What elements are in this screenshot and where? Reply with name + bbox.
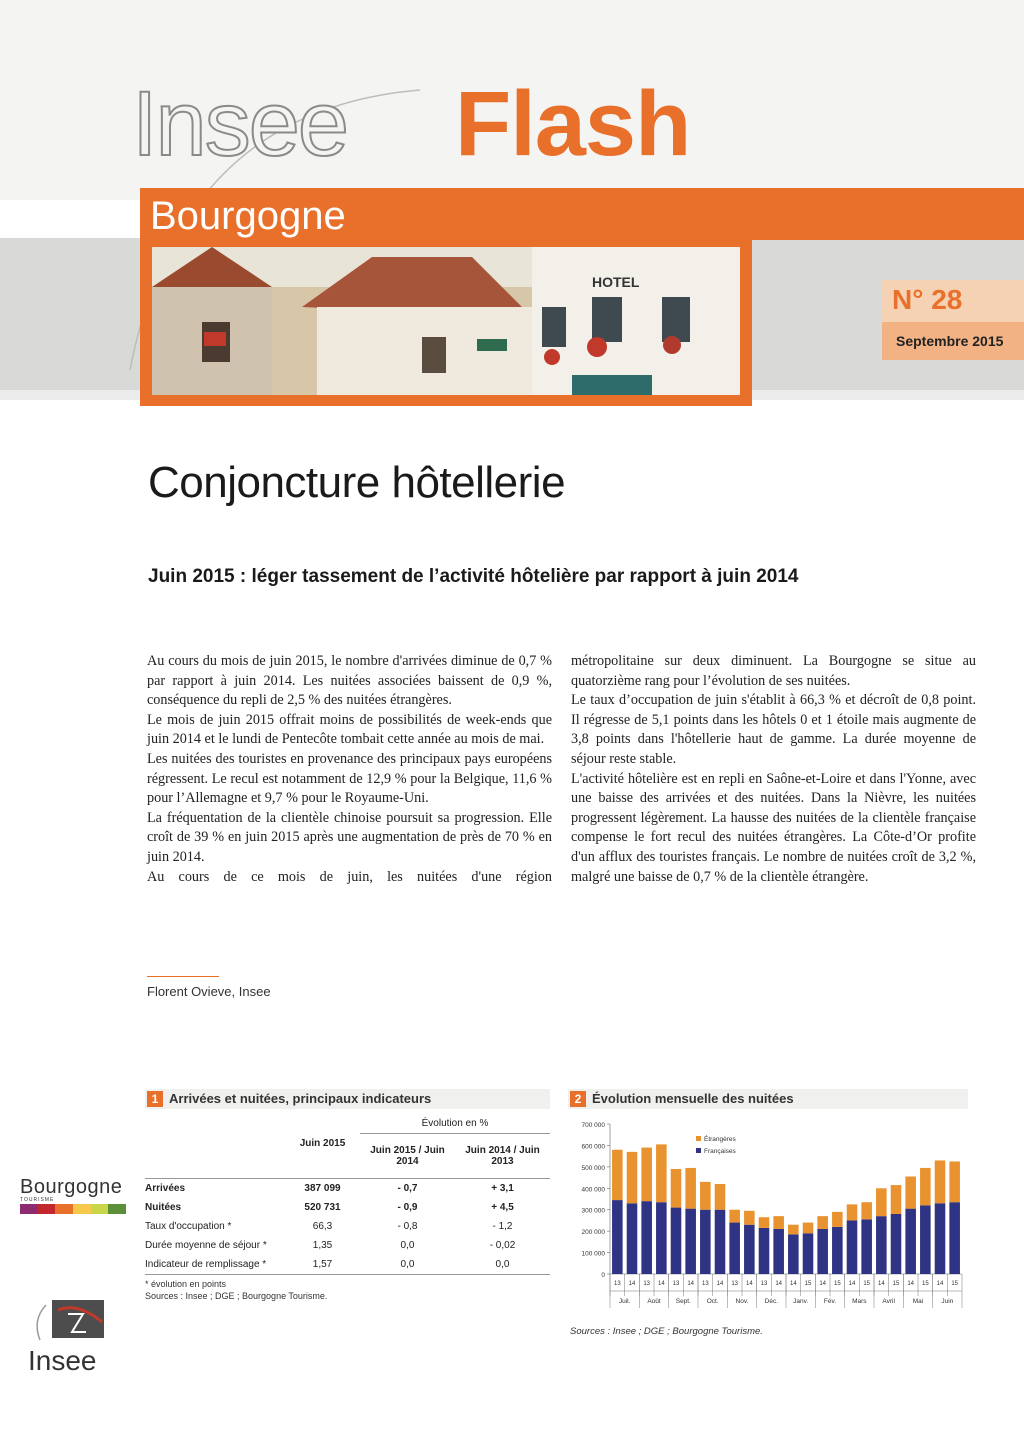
figure2-title: Évolution mensuelle des nuitées (592, 1091, 794, 1106)
row-label: Indicateur de remplissage * (145, 1255, 285, 1275)
paragraph: Les nuitées des touristes en provenance des principaux pays européens régressent. Le recul est notamment de 12,9 % pour la Belgique, 11,6 % pour l’Allemagne et 9,7 % pour le Royaume-Uni. (147, 750, 552, 807)
x-month-label: Avril (882, 1298, 895, 1305)
x-year-label: 14 (877, 1281, 885, 1287)
table-row (145, 1217, 550, 1236)
row-label: Nuitées (145, 1201, 182, 1213)
color-bar-segment (20, 1204, 38, 1214)
evolution-header: Évolution en % (360, 1114, 550, 1134)
x-month-label: Fév. (823, 1298, 837, 1305)
paragraph: métropolitaine sur deux diminuent. La Bourgogne se situe au quatorzième rang pour l’évolution de ses nuitées. (571, 653, 976, 689)
x-month-label: Oct. (706, 1298, 719, 1305)
cell: 0,0 (455, 1255, 550, 1275)
body-column-2 (571, 652, 976, 887)
legend-label: Étrangères (704, 1136, 736, 1143)
x-year-label: 13 (643, 1281, 651, 1287)
x-month-label: Juin (941, 1298, 954, 1305)
x-year-label: 13 (613, 1281, 621, 1287)
bar-etrangeres (876, 1188, 887, 1216)
bar-etrangeres (817, 1216, 828, 1229)
cell: - 0,02 (489, 1239, 516, 1251)
col-header: Juin 2015 / Juin 2014 (360, 1134, 455, 1179)
x-year-label: 14 (628, 1281, 636, 1287)
bar-francaises (641, 1201, 652, 1274)
paragraph: Au cours de ce mois de juin, les nuitées d'une région (147, 868, 552, 885)
x-year-label: 15 (863, 1281, 871, 1287)
bar-etrangeres (641, 1148, 652, 1202)
x-year-label: 14 (907, 1281, 915, 1287)
bar-francaises (876, 1216, 887, 1274)
color-bar (20, 1204, 126, 1214)
cell: - 0,7 (397, 1182, 418, 1194)
cell: - 1,2 (492, 1220, 513, 1232)
header-photo (152, 247, 740, 395)
y-tick-label: 100 000 (581, 1250, 605, 1258)
table-row (145, 1198, 550, 1217)
x-year-label: 15 (921, 1281, 929, 1287)
x-month-label: Sept. (675, 1298, 691, 1305)
x-year-label: 13 (701, 1281, 709, 1287)
paragraph: Le taux d’occupation de juin s'établit à 66,3 % et décroît de 0,8 point. Il régresse de 5,1 points dans les hôtels 0 et 1 étoile mais augmente de 3,8 points dans l'hôtellerie haut de gamme. La durée moyenne de séjour reste stable. (571, 692, 976, 767)
bar-etrangeres (671, 1169, 682, 1208)
figure2-number: 2 (570, 1091, 586, 1107)
table-row (145, 1236, 550, 1255)
bar-etrangeres (949, 1162, 960, 1203)
bar-francaises (935, 1203, 946, 1274)
x-year-label: 15 (892, 1281, 900, 1287)
table-row (145, 1255, 550, 1275)
legend-swatch (696, 1136, 701, 1141)
bar-etrangeres (612, 1150, 623, 1200)
bar-francaises (905, 1209, 916, 1274)
bar-etrangeres (700, 1182, 711, 1210)
x-year-label: 13 (672, 1281, 680, 1287)
bar-etrangeres (832, 1212, 843, 1227)
cell: 0,0 (360, 1255, 455, 1275)
legend-label: Françaises (704, 1148, 736, 1155)
row-label: Durée moyenne de séjour * (145, 1239, 267, 1251)
issue-date: Septembre 2015 (896, 333, 1004, 349)
issue-number: N° 28 (892, 284, 963, 315)
color-bar-segment (38, 1204, 56, 1214)
bar-francaises (891, 1214, 902, 1274)
paragraph: La fréquentation de la clientèle chinoise poursuit sa progression. Elle croît de 39 % en juin 2015 après une augmentation de près de 70 % en juin 2014. (147, 809, 552, 865)
cell: - 0,9 (397, 1201, 418, 1213)
row-label: Arrivées (145, 1182, 186, 1194)
bar-francaises (744, 1225, 755, 1274)
bar-francaises (627, 1203, 638, 1274)
y-tick-label: 300 000 (581, 1207, 605, 1215)
bar-etrangeres (803, 1223, 814, 1234)
bar-francaises (700, 1210, 711, 1274)
table-row (145, 1178, 550, 1198)
x-year-label: 15 (951, 1281, 959, 1287)
y-tick-label: 0 (601, 1272, 605, 1279)
bar-etrangeres (861, 1202, 872, 1219)
figure1-header (145, 1089, 550, 1109)
col-header: Juin 2014 / Juin 2013 (455, 1134, 550, 1179)
bar-etrangeres (759, 1217, 770, 1228)
y-tick-label: 500 000 (581, 1164, 605, 1172)
color-bar-segment (91, 1204, 109, 1214)
nuitees-chart (568, 1116, 968, 1316)
hotel-sign: HOTEL (592, 274, 640, 290)
region-name: Bourgogne (150, 194, 346, 238)
bar-francaises (832, 1227, 843, 1274)
x-year-label: 14 (848, 1281, 856, 1287)
x-year-label: 15 (833, 1281, 841, 1287)
bar-etrangeres (656, 1144, 667, 1202)
cell: + 4,5 (491, 1201, 514, 1213)
bar-etrangeres (905, 1177, 916, 1209)
x-year-label: 14 (687, 1281, 695, 1287)
y-tick-label: 200 000 (581, 1229, 605, 1237)
bar-etrangeres (788, 1225, 799, 1235)
x-year-label: 14 (789, 1281, 797, 1287)
bar-francaises (817, 1229, 828, 1274)
page-subtitle: Juin 2015 : léger tassement de l’activité hôtelière par rapport à juin 2014 (148, 566, 799, 587)
bar-francaises (729, 1223, 740, 1274)
cell: - 0,8 (397, 1220, 418, 1232)
chart-source: Sources : Insee ; DGE ; Bourgogne Tourisme. (570, 1326, 763, 1337)
logo-flash: Flash (455, 73, 691, 175)
color-bar-segment (55, 1204, 73, 1214)
bar-francaises (612, 1200, 623, 1274)
figure1-title: Arrivées et nuitées, principaux indicateurs (169, 1091, 432, 1106)
bar-etrangeres (920, 1168, 931, 1206)
paragraph: Le mois de juin 2015 offrait moins de possibilités de week-ends que juin 2014 et le lundi de Pentecôte tombait cette année au mois de mai. (147, 711, 552, 748)
x-month-label: Janv. (793, 1298, 809, 1305)
cell: 1,57 (285, 1255, 360, 1275)
bar-francaises (861, 1219, 872, 1274)
x-year-label: 14 (775, 1281, 783, 1287)
y-tick-label: 700 000 (581, 1122, 605, 1129)
bar-francaises (949, 1202, 960, 1274)
insee-logo-icon (28, 1300, 108, 1375)
x-year-label: 14 (657, 1281, 665, 1287)
x-month-label: Juil. (618, 1298, 631, 1305)
logo-insee: Insee (132, 73, 348, 175)
paragraph: L'activité hôtelière est en repli en Saône-et-Loire et dans l'Yonne, avec une baisse des arrivées et des nuitées. Dans la Nièvre, les nuitées progressent légèrement. La hausse des nuitées de la clientèle française compense le fort recul des nuitées étrangères. La Côte-d’Or profite d'un afflux des touristes français. Le nombre de nuitées croît de 3,2 %, malgré une baisse de 0,7 % de la clientèle étrangère. (571, 770, 976, 885)
table-notes (145, 1278, 327, 1302)
bar-etrangeres (891, 1185, 902, 1214)
x-year-label: 13 (760, 1281, 768, 1287)
bourgogne-tourisme-logo: Bourgogne (20, 1176, 123, 1198)
x-month-label: Nov. (735, 1298, 749, 1305)
bar-francaises (759, 1228, 770, 1274)
cell: 520 731 (304, 1201, 341, 1213)
row-label: Taux d'occupation * (145, 1220, 232, 1232)
bar-etrangeres (744, 1211, 755, 1225)
x-year-label: 14 (936, 1281, 944, 1287)
x-month-label: Août (647, 1298, 661, 1305)
cell: 1,35 (312, 1239, 333, 1251)
bar-etrangeres (729, 1210, 740, 1223)
insee-logo-text: Insee (28, 1345, 97, 1375)
x-year-label: 13 (731, 1281, 739, 1287)
indicators-table (145, 1114, 550, 1275)
bar-etrangeres (935, 1160, 946, 1203)
cell: 0,0 (400, 1239, 415, 1251)
table-source: Sources : Insee ; DGE ; Bourgogne Tourisme. (145, 1291, 328, 1301)
author: Florent Ovieve, Insee (147, 984, 271, 999)
x-month-label: Mars (852, 1298, 867, 1305)
y-tick-label: 400 000 (581, 1186, 605, 1194)
bourgogne-tourisme-sub: TOURISME (20, 1197, 55, 1203)
col-header: Juin 2015 (285, 1134, 360, 1179)
x-year-label: 14 (716, 1281, 724, 1287)
bar-etrangeres (627, 1152, 638, 1203)
x-year-label: 14 (745, 1281, 753, 1287)
y-tick-label: 600 000 (581, 1143, 605, 1151)
page-title: Conjoncture hôtellerie (148, 458, 566, 507)
color-bar-segment (73, 1204, 91, 1214)
bar-francaises (685, 1209, 696, 1274)
x-month-label: Mai (912, 1298, 924, 1305)
bar-etrangeres (773, 1216, 784, 1229)
x-month-label: Déc. (764, 1298, 779, 1305)
cell: 387 099 (304, 1182, 341, 1194)
bar-francaises (671, 1208, 682, 1274)
figure1-number: 1 (147, 1091, 163, 1107)
x-year-label: 15 (804, 1281, 812, 1287)
bar-francaises (920, 1205, 931, 1274)
author-divider (147, 976, 219, 977)
figure2-header (568, 1089, 968, 1109)
bar-etrangeres (847, 1204, 858, 1220)
paragraph: Au cours du mois de juin 2015, le nombre d'arrivées diminue de 0,7 % par rapport à juin 2014. Les nuitées associées baissent de 0,9 %, conséquence du repli de 2,5 % des nuitées étrangères. (147, 653, 552, 709)
bar-etrangeres (715, 1184, 726, 1210)
bar-francaises (788, 1234, 799, 1274)
color-bar-segment (108, 1204, 126, 1214)
bar-francaises (773, 1229, 784, 1274)
cell: + 3,1 (491, 1182, 514, 1194)
bar-etrangeres (685, 1168, 696, 1209)
bar-francaises (803, 1233, 814, 1274)
bar-francaises (715, 1210, 726, 1274)
legend-swatch (696, 1148, 701, 1153)
bar-francaises (847, 1220, 858, 1274)
bar-francaises (656, 1202, 667, 1274)
body-column-1 (147, 652, 552, 887)
table-note: * évolution en points (145, 1279, 227, 1289)
x-year-label: 14 (819, 1281, 827, 1287)
cell: 66,3 (312, 1220, 333, 1232)
